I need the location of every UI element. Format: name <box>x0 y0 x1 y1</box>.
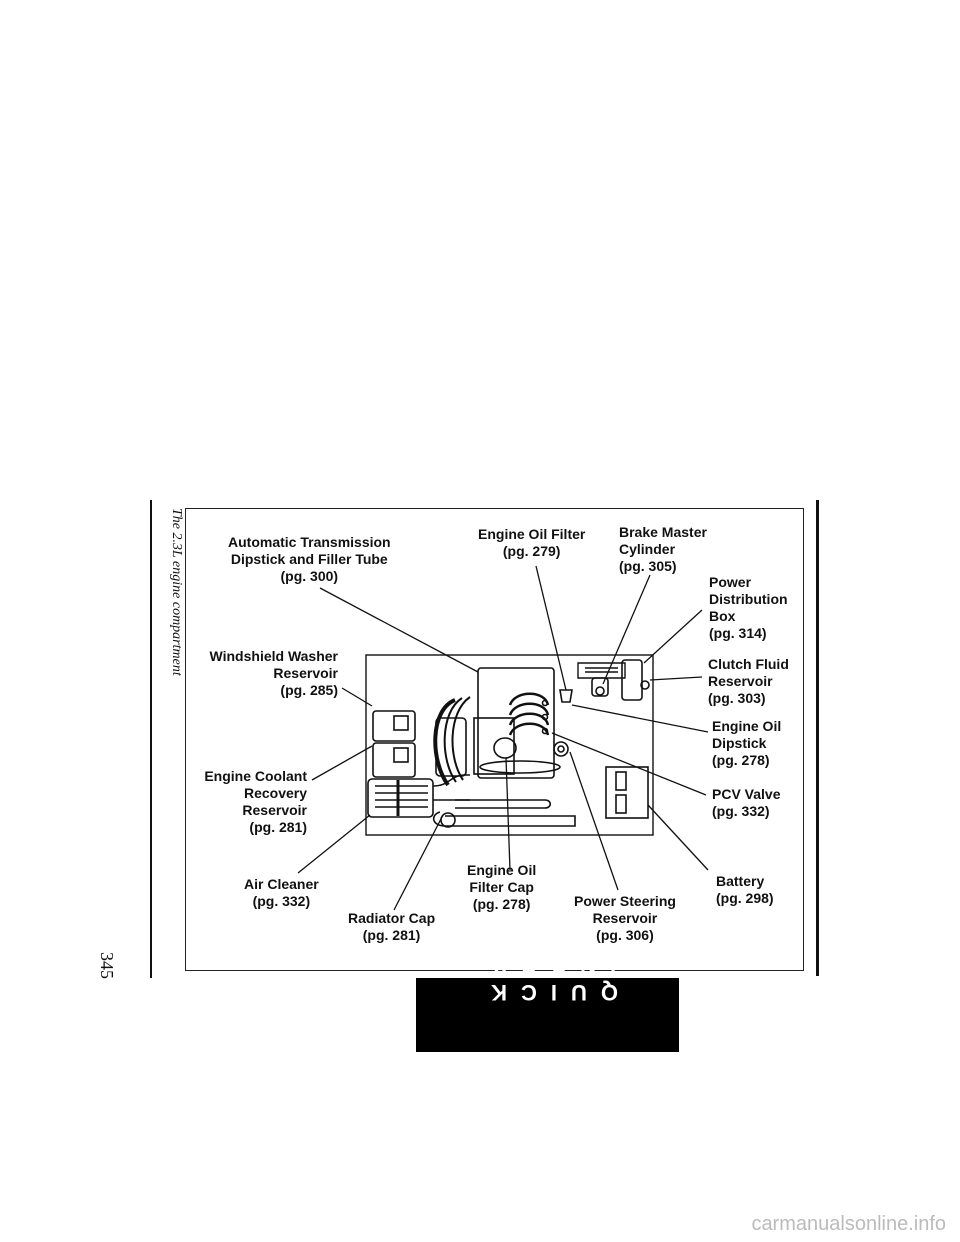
callout-engine-oil-filter-cap: Engine Oil Filter Cap (pg. 278) <box>467 862 537 912</box>
figure-caption: The 2.3L engine compartment <box>169 508 184 676</box>
callout-engine-oil-filter: Engine Oil Filter (pg. 279) <box>478 526 586 559</box>
callout-radiator-cap: Radiator Cap (pg. 281) <box>348 910 436 943</box>
callout-engine-coolant-recovery-reservoir: Engine Coolant Recovery Reservoir (pg. 281) <box>204 768 307 835</box>
callout-battery: Battery (pg. 298) <box>716 873 774 906</box>
quick-index-label: QUICK INDEX <box>477 952 618 1005</box>
page-number: 345 <box>97 952 117 979</box>
watermark: carmanualsonline.info <box>751 1213 946 1235</box>
quick-index-tab[interactable] <box>416 952 679 1052</box>
brake-master-shape <box>578 663 625 678</box>
callout-windshield-washer-reservoir: Windshield Washer Reservoir (pg. 285) <box>209 648 338 698</box>
callout-power-steering-reservoir: Power Steering Reservoir (pg. 306) <box>574 893 676 943</box>
battery-shape <box>606 767 648 818</box>
callout-power-distribution-box: Power Distribution Box (pg. 314) <box>709 574 788 641</box>
callout-brake-master-cylinder: Brake Master Cylinder (pg. 305) <box>619 524 707 574</box>
callout-pcv-valve: PCV Valve (pg. 332) <box>712 786 781 819</box>
callout-engine-oil-dipstick: Engine Oil Dipstick (pg. 278) <box>712 718 782 768</box>
callout-air-cleaner: Air Cleaner (pg. 332) <box>244 876 319 909</box>
air-cleaner-shape <box>368 779 433 817</box>
callout-automatic-transmission-dipstick: Automatic Transmission Dipstick and Filler Tube (pg. 300) <box>228 534 391 584</box>
callout-clutch-fluid-reservoir: Clutch Fluid Reservoir (pg. 303) <box>708 656 789 706</box>
power-steering-shape <box>554 742 568 756</box>
oil-cap-shape <box>494 738 516 758</box>
